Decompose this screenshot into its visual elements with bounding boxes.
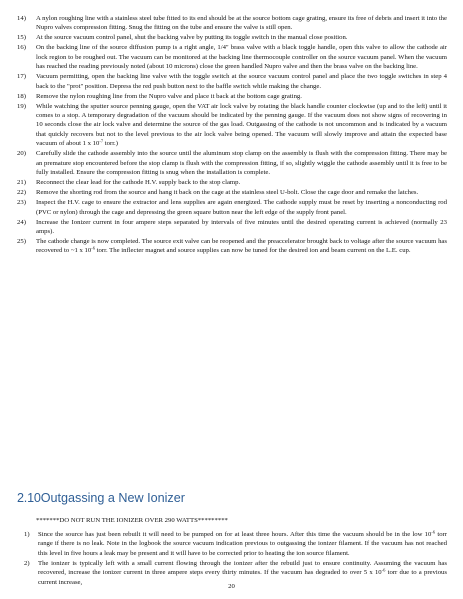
section-title: Outgassing a New Ionizer bbox=[40, 491, 185, 505]
list-item bbox=[17, 43, 447, 71]
item-text-before: Since the source has just been rebuilt it will need to be pumped on for at least three hours. After this time the vacuum should be in the low 10 bbox=[38, 531, 432, 538]
list-item bbox=[17, 178, 447, 187]
item-text: Remove the shorting rod from the source and hang it back on the cage at the stainless steel U-bolt. Close the cage door and remake the latches. bbox=[36, 189, 419, 197]
item-number: 1) bbox=[24, 531, 30, 538]
item-number: 22) bbox=[17, 189, 26, 197]
exponent: -6 bbox=[431, 529, 436, 535]
list-item bbox=[17, 188, 447, 197]
list-item bbox=[17, 33, 447, 42]
item-number: 14) bbox=[17, 15, 26, 22]
section-number: 2.10 bbox=[17, 491, 41, 505]
item-text-after: torr range if there is no leak. Note in the logbook the source vacuum indication previous to outgassing the ionizer filament. If the vacuum has not reached this level in five hours a leak may be present and it will have to be corrected prior to heating the ion source filament. bbox=[38, 531, 447, 557]
item-text: Vacuum permitting, open the backing line valve with the toggle switch at the source vacuum control panel and place the two toggle switches in step 4 back to the "prot" position. Depress the red push button next to the baffle switch while making the change. bbox=[36, 73, 447, 90]
item-text: A nylon roughing line with a stainless steel tube fitted to its end should be at the source bottom cage grating, ensure its free of debris and insert it into the Nupro valves compression fitting. Snug the fitting on the tube and ensure the valve is still open. bbox=[36, 15, 447, 32]
item-number: 25) bbox=[17, 237, 26, 245]
item-text-after: torr.) bbox=[103, 140, 118, 148]
item-number: 19) bbox=[17, 102, 26, 110]
list-item bbox=[17, 218, 447, 237]
item-text-after: torr due to a previous current increase, bbox=[38, 569, 448, 586]
list-item bbox=[17, 237, 447, 256]
item-number: 20) bbox=[17, 150, 26, 158]
list-item bbox=[24, 530, 447, 558]
outgassing-list bbox=[24, 530, 447, 588]
section-heading bbox=[17, 491, 185, 505]
item-number: 21) bbox=[17, 179, 26, 187]
item-number: 15) bbox=[17, 34, 26, 42]
list-item bbox=[17, 92, 447, 101]
item-text-before: While watching the sputter source penning gauge, open the VAT air lock valve by rotating the black handle counter clockwise (up and to the left) until it comes to a stop. A temporary degradation of the vacuum should be indicated by the penning gauge. If the vacuum does not show signs of recovering in 10 seconds close the air lock valve and determine the source of the gas load. Outgassing of the cathode is not uncommon and is indicated by a vacuum that quickly recovers but not to the level previous to the air lock valve being opened. The vacuum will slowly improve and attain the expected base vacuum of about 1 x 10 bbox=[36, 102, 447, 148]
item-number: 17) bbox=[17, 73, 26, 81]
procedure-list bbox=[17, 14, 447, 256]
page-number: 20 bbox=[228, 583, 235, 590]
item-number: 16) bbox=[17, 44, 26, 52]
item-text bbox=[38, 530, 447, 558]
item-text-after: torr. The inflecter magnet and source supplies can now be tuned for the desired ion and beam current on the L.E. cup. bbox=[95, 247, 411, 255]
item-number: 2) bbox=[24, 559, 30, 567]
item-number: 24) bbox=[17, 218, 26, 226]
list-item bbox=[17, 14, 447, 33]
item-text: Carefully slide the cathode assembly into the source until the aluminum stop clamp on the assembly is flush with the compression fitting. There may be an premature stop encountered before the stop clamp is flush with the compression fitting, if so, slightly wiggle the cathode assembly until it is free to be fully installed. Ensure the compression fitting is snug when the installation is complete. bbox=[36, 150, 447, 177]
list-item bbox=[17, 198, 447, 217]
item-text: Reconnect the clear lead for the cathode H.V. supply back to the stop clamp. bbox=[36, 179, 241, 187]
list-item bbox=[17, 149, 447, 177]
item-text: At the source vacuum control panel, shut the backing valve by putting its toggle switch in the manual close position. bbox=[36, 34, 348, 42]
item-text: Inspect the H.V. cage to ensure the extractor and lens supplies are again energized. The cathode supply must be reset by inserting a nonconducting rod (PVC or nylon) through the cage and depressing the green square button near the left edge of the supply front panel. bbox=[36, 199, 447, 216]
item-text: On the backing line of the source diffusion pump is a right angle, 1/4" brass valve with a black toggle handle, open this valve to allow the cathode air lock region to be roughed out. The vacuum can be monitored at the backing line thermocouple controller on the source vacuum panel. When the vacuum has reached the reading previously noted (about 10 microns) close the green handled Nupro valve and then the brass valve on the backing line. bbox=[36, 44, 447, 71]
item-text-before: The cathode change is now completed. The source exit valve can be reopened and the preaccelerator brought back to voltage after the source vacuum has recovered to ~1 x 10 bbox=[36, 237, 447, 255]
item-text: Remove the nylon roughing line from the Nupro valve and place it back at the bottom cage grating. bbox=[36, 92, 302, 100]
list-item bbox=[17, 102, 447, 149]
warning-text: *******DO NOT RUN THE IONIZER OVER 290 WATTS********* bbox=[36, 517, 228, 524]
exponent: -6 bbox=[381, 567, 386, 573]
item-text bbox=[36, 237, 447, 256]
item-text-before: The ionizer is typically left with a small current flowing through the ionizer after the rebuild just to ensure continuity. Assuming the vacuum has recovered, increase the ionizer current in three ampere steps every thirty minutes. If the vacuum has degraded to over 5 x 10 bbox=[38, 559, 447, 577]
item-text: Increase the Ionizer current in four ampere steps separated by intervals of five minutes until the desired operating current is achieved (normally 23 amps). bbox=[36, 218, 447, 235]
exponent: -7 bbox=[99, 138, 104, 144]
list-item bbox=[17, 72, 447, 91]
item-text bbox=[36, 102, 447, 149]
item-number: 18) bbox=[17, 92, 26, 100]
item-number: 23) bbox=[17, 199, 26, 207]
exponent: -6 bbox=[91, 245, 95, 251]
